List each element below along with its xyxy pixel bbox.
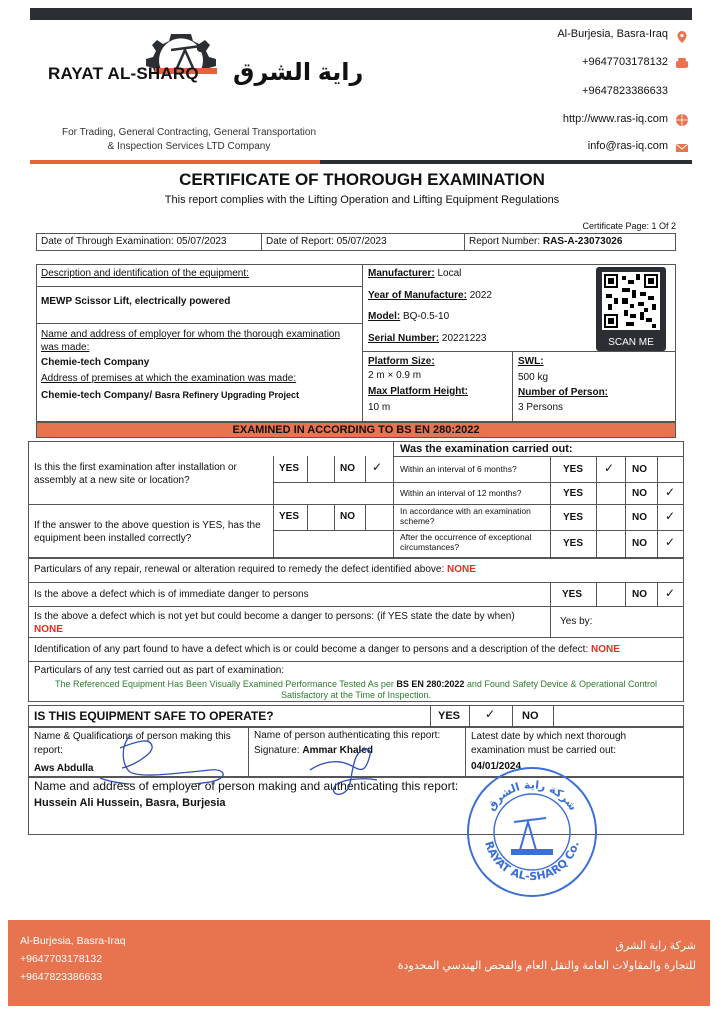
carried-out-heading: Was the examination carried out: [400, 443, 573, 455]
divider-dark [320, 160, 692, 164]
scheme-label: In accordance with an examination scheme? [400, 506, 531, 526]
company-logo [135, 28, 235, 98]
first-exam-yes: YES [279, 463, 300, 474]
contact-email[interactable]: info@ras-iq.com [587, 140, 668, 152]
standard-heading: EXAMINED IN ACCORDING TO BS EN 280:2022 [36, 422, 676, 438]
next-exam-label: Latest date by which next thorough examination must be carried out: [471, 731, 627, 756]
top-bar [30, 8, 692, 20]
installed-correctly-question: If the answer to the above question is YES, has the equipment been installed correctly? [34, 520, 261, 544]
model [368, 311, 449, 322]
certificate-page-number: Certificate Page: 1 Of 2 [582, 221, 676, 231]
employer-label: Name and address of employer for whom the thorough examination was made: [41, 329, 341, 353]
immediate-danger-label: Is the above a defect which is of immediate danger to persons [34, 589, 309, 600]
scheme-yes: YES [563, 512, 584, 523]
premises-label: Address of premises at which the examination was made: [41, 373, 297, 384]
yes-by-label: Yes by: [560, 616, 593, 627]
future-danger-row [34, 610, 534, 636]
exam-date: Date of Through Examination: 05/07/2023 [41, 236, 227, 247]
footer-arabic [398, 936, 696, 976]
exceptional-no: NO [632, 538, 647, 549]
globe-icon [675, 113, 689, 127]
test-result [28, 679, 684, 701]
contact-phone-2: +9647823386633 [582, 85, 668, 97]
footer-ar-line-2: للتجارة والمقاولات العامة والنقل العام والفحص الهندسي المحدودة [397, 960, 696, 972]
scheme-no: NO [632, 512, 647, 523]
interval-12-no-tick: ✓ [665, 485, 676, 499]
qualifications-label: Name & Qualifications of person making this report: [34, 731, 231, 756]
max-height-label: Max Platform Height: [368, 386, 469, 397]
exceptional-no-tick: ✓ [665, 535, 676, 549]
contact-address: Al-Burjesia, Basra-Iraq [557, 28, 668, 40]
year-label: Year of Manufacture: [368, 290, 467, 301]
test-result-standard: BS EN 280:2022 [396, 679, 465, 689]
location-pin-icon [675, 30, 689, 44]
test-label: Particulars of any test carried out as part of examination: [34, 665, 285, 676]
authenticator-label: Name of person authenticating this report: [254, 730, 441, 741]
safe-operate-question: IS THIS EQUIPMENT SAFE TO OPERATE? [34, 709, 274, 723]
interval-6-label: Within an interval of 6 months? [400, 464, 517, 474]
year-value: 2022 [469, 290, 492, 301]
footer-ar-line-1: شركة راية الشرق [615, 940, 696, 952]
next-exam-value: 04/01/2024 [471, 761, 522, 772]
test-result-text-a: The Referenced Equipment Has Been Visually Examined Performance Tested As per [54, 679, 394, 689]
footer-phone-2: +9647823386633 [20, 971, 103, 983]
footer [8, 920, 710, 1006]
repair-row [34, 564, 476, 575]
immediate-danger-yes: YES [562, 589, 583, 600]
exceptional-label: After the occurrence of exceptional circumstances? [400, 532, 532, 552]
platform-size-label: Platform Size: [368, 356, 435, 367]
contact-phone-1: +9647703178132 [582, 56, 668, 68]
interval-12-no: NO [632, 488, 647, 499]
safe-operate-yes: YES [438, 710, 461, 722]
premises-value [41, 390, 299, 401]
swl-label: SWL: [518, 356, 544, 367]
dates-row [36, 233, 676, 251]
phone-icon [675, 56, 689, 70]
repair-label: Particulars of any repair, renewal or alteration required to remedy the defect identified above: [34, 564, 445, 575]
certificate-subtitle: This report complies with the Lifting Operation and Lifting Equipment Regulations [164, 194, 560, 206]
model-value: BQ-0.5-10 [403, 311, 450, 322]
scan-me-label: SCAN ME [608, 337, 654, 348]
certificate-title: CERTIFICATE OF THOROUGH EXAMINATION [179, 170, 545, 189]
footer-phone-1: +9647703178132 [20, 953, 103, 965]
first-exam-no: NO [340, 463, 355, 474]
brand-name-en: RAYAT AL-SHARQ [48, 64, 199, 83]
immediate-danger-no: NO [632, 589, 647, 600]
serial-number [368, 333, 486, 344]
exceptional-yes: YES [563, 538, 584, 549]
max-height-value: 10 m [368, 402, 391, 413]
swl-value: 500 kg [518, 372, 549, 383]
repair-none: NONE [447, 564, 476, 575]
scheme-no-tick: ✓ [665, 509, 676, 523]
interval-6-no: NO [632, 464, 647, 475]
interval-6-yes-tick: ✓ [604, 461, 615, 475]
interval-12-yes: YES [563, 488, 584, 499]
installed-yes: YES [279, 511, 300, 522]
persons-value: 3 Persons [518, 402, 564, 413]
report-number-label: Report Number: [469, 236, 541, 247]
report-date: Date of Report: 05/07/2023 [266, 236, 387, 247]
stamp-text-ar: شركة راية الشرق [484, 778, 580, 814]
manufacturer-value: Local [437, 268, 462, 279]
interval-12-label: Within an interval of 12 months? [400, 488, 522, 498]
contact-website[interactable]: http://www.ras-iq.com [562, 113, 668, 125]
safe-operate-yes-tick: ✓ [485, 707, 496, 721]
interval-6-yes: YES [563, 464, 584, 475]
footer-contacts [20, 932, 126, 986]
equipment-desc-label: Description and identification of the equipment: [41, 268, 249, 279]
platform-size-value: 2 m × 0.9 m [368, 370, 422, 381]
employer-report-label: Name and address of employer of person making and authenticating this report: [34, 779, 459, 793]
qr-code[interactable] [596, 267, 666, 351]
signature-label: Signature: [254, 745, 300, 756]
premises-value-company: Chemie-tech Company/ [41, 390, 153, 401]
tagline-line-2: & Inspection Services LTD Company [107, 141, 271, 152]
divider-orange [30, 160, 320, 164]
persons-label: Number of Person: [518, 387, 609, 398]
year-of-manufacture [368, 290, 492, 301]
tagline-line-1: For Trading, General Contracting, General Transportation [61, 127, 317, 138]
equipment-desc-value: MEWP Scissor Lift, electrically powered [41, 296, 231, 307]
manufacturer-label: Manufacturer: [368, 268, 435, 279]
signature-value: Ammar Khaled [302, 745, 373, 756]
test-result-line-1 [28, 679, 684, 690]
brand-name-ar: راية الشرق [233, 59, 364, 86]
first-exam-question: Is this the first examination after installation or assembly at a new site or location? [34, 462, 237, 486]
future-danger-none: NONE [34, 624, 63, 635]
company-stamp [462, 762, 602, 902]
test-result-text-c: and Found Safety Device & Operational Control [466, 679, 658, 689]
qr-code-icon [602, 272, 660, 330]
first-exam-no-tick: ✓ [372, 460, 383, 474]
report-number [465, 234, 675, 250]
employer-report-value: Hussein Ali Hussein, Basra, Burjesia [34, 797, 226, 809]
report-number-value: RAS-A-23073026 [542, 236, 623, 247]
footer-address: Al-Burjesia, Basra-Iraq [20, 935, 126, 947]
stamp-pumpjack-icon [512, 818, 552, 854]
company-tagline [30, 126, 348, 154]
email-icon [675, 141, 689, 155]
test-result-line-2: Satisfactory at the Time of Inspection. [280, 690, 432, 700]
manufacturer [368, 268, 461, 279]
premises-value-project: Basra Refinery Upgrading Project [154, 390, 299, 400]
installed-no: NO [340, 511, 355, 522]
serial-label: Serial Number: [368, 333, 440, 344]
employer-value: Chemie-tech Company [41, 357, 150, 368]
signature-scribble-ammar [300, 740, 390, 800]
identification-label: Identification of any part found to have a defect which is or could become a danger to persons and a description of the defect: [34, 644, 589, 655]
identification-none: NONE [591, 644, 620, 655]
model-label: Model: [368, 311, 401, 322]
identification-row [34, 644, 620, 655]
future-danger-label: Is the above a defect which is not yet but could become a danger to persons: (if YES state the date by when) [34, 611, 515, 622]
serial-value: 20221223 [441, 333, 487, 344]
immediate-danger-no-tick: ✓ [665, 586, 676, 600]
stamp-text-en: RAYAT AL-SHARQ Co. [482, 839, 582, 884]
signature-scribble-aws [90, 728, 230, 784]
safe-operate-no: NO [522, 710, 539, 722]
qualifications-value: Aws Abdulla [34, 763, 94, 774]
